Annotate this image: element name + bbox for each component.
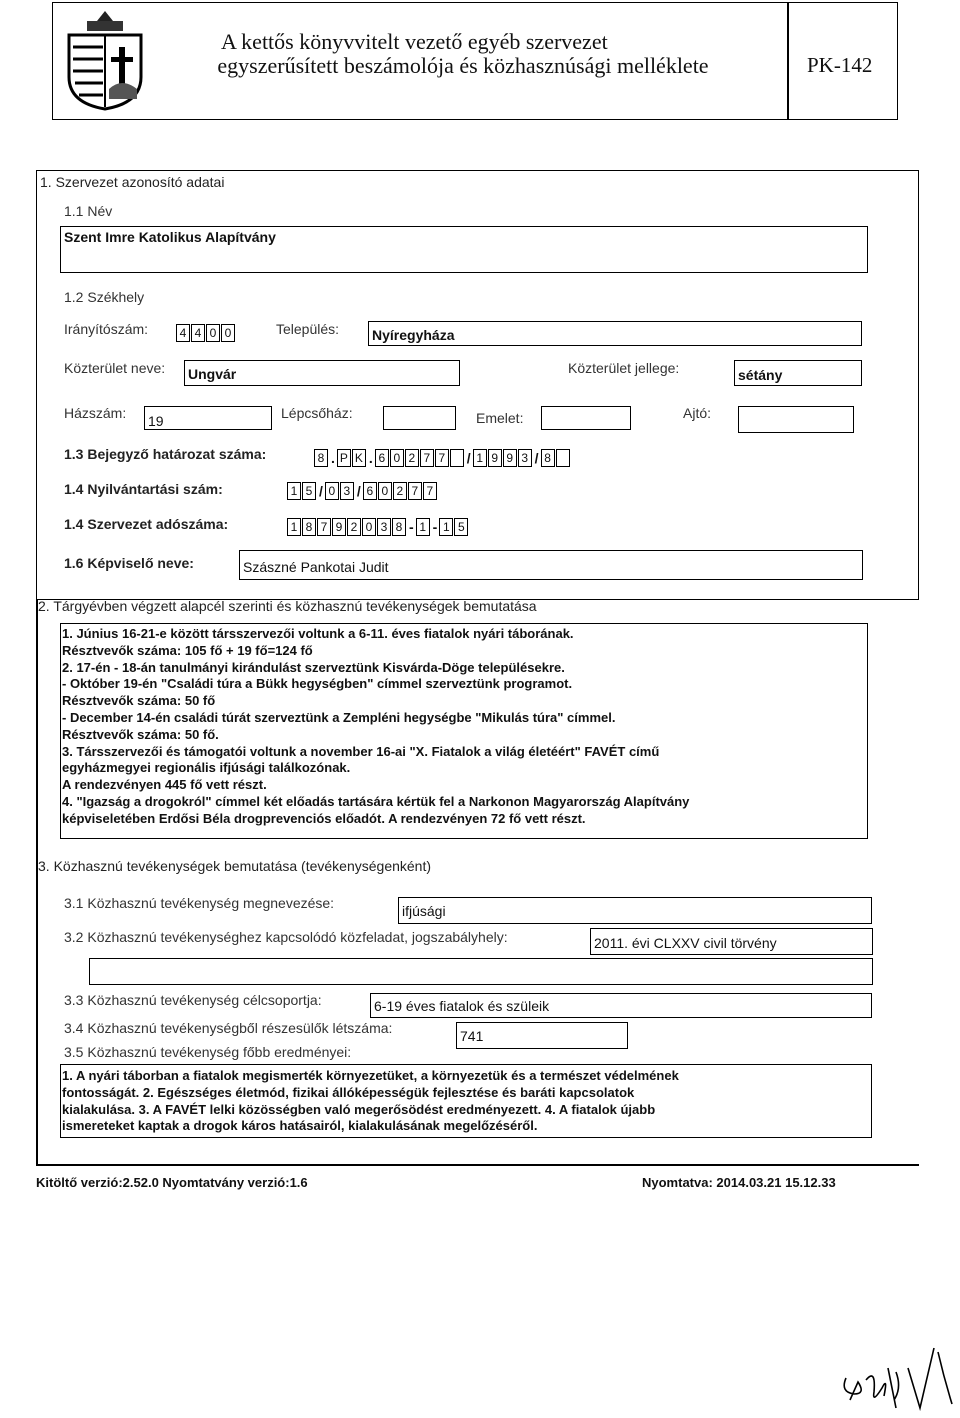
- digit-cell: 0: [221, 324, 235, 342]
- digit-cell: 0: [325, 482, 339, 500]
- street-label: Közterület neve:: [64, 360, 166, 376]
- separator: .: [331, 450, 335, 466]
- activity-line: egyházmegyei regionális ifjúsági találkozónak.: [62, 760, 351, 776]
- digit-cell: 9: [488, 449, 502, 467]
- separator: /: [534, 450, 539, 466]
- digit-cell: 1: [473, 449, 487, 467]
- digit-cell: 1: [287, 482, 301, 500]
- city-label: Település:: [276, 321, 340, 337]
- representative-label: 1.6 Képviselő neve:: [64, 555, 194, 571]
- door-field[interactable]: [738, 406, 854, 433]
- activity-line: 1. Június 16-21-e között társszervezői voltunk a 6-11. éves fiatalok nyári táborának.: [62, 626, 574, 641]
- street-type-label: Közterület jellege:: [568, 360, 680, 376]
- activity-line: 2. 17-én - 18-án tanulmányi kirándulást szerveztünk Kisvárda-Döge településekre.: [62, 659, 565, 675]
- street-type-value: sétány: [738, 367, 783, 383]
- result-line: fontosságát. 2. Egészséges életmód, fizikai állóképességük fejlesztése és baráti kapcsolatok: [62, 1084, 635, 1100]
- floor-label: Emelet:: [476, 410, 524, 426]
- result-line: kialakulása. 3. A FAVÉT lelki közösségben való megerősödést eredményezett. 4. A fiatalok újabb: [62, 1101, 656, 1117]
- digit-cell: 0: [390, 449, 404, 467]
- target-group-label: 3.3 Közhasznú tevékenység célcsoportja:: [64, 992, 322, 1008]
- target-group-value: 6-19 éves fiatalok és szüleik: [374, 998, 550, 1014]
- house-label: Házszám:: [64, 405, 127, 421]
- registry-number-field[interactable]: [287, 482, 438, 500]
- beneficiaries-value: 741: [460, 1028, 484, 1044]
- public-task-extra-field[interactable]: [89, 958, 873, 985]
- form-title-line-2: egyszerűsített beszámolója és közhasznúsági melléklete: [217, 53, 709, 78]
- footer-printed: Nyomtatva: 2014.03.21 15.12.33: [642, 1175, 836, 1190]
- city-value: Nyíregyháza: [372, 327, 455, 343]
- header: [52, 2, 898, 120]
- digit-cell: 8: [392, 518, 406, 536]
- digit-cell: 8: [541, 449, 555, 467]
- digit-cell: 0: [362, 518, 376, 536]
- result-line: 1. A nyári táborban a fiatalok megismerték környezetüket, a környezetük és a természet védelmének: [62, 1068, 679, 1083]
- footer-version: Kitöltő verzió:2.52.0 Nyomtatvány verzió:1.6: [36, 1175, 308, 1190]
- stair-label: Lépcsőház:: [281, 405, 353, 421]
- digit-cell: 3: [377, 518, 391, 536]
- digit-cell: 8: [314, 449, 328, 467]
- section-3-title: 3. Közhasznú tevékenységek bemutatása (tevékenységenként): [38, 858, 432, 874]
- coat-of-arms-icon: [57, 7, 153, 111]
- digit-cell: 4: [176, 324, 190, 342]
- digit-cell: 9: [332, 518, 346, 536]
- activity-name-value: ifjúsági: [402, 903, 446, 919]
- digit-cell: 6: [363, 482, 377, 500]
- digit-cell: 5: [454, 518, 468, 536]
- digit-cell: 3: [518, 449, 532, 467]
- public-task-value: 2011. évi CLXXV civil törvény: [594, 935, 777, 951]
- digit-cell: 4: [191, 324, 205, 342]
- door-label: Ajtó:: [683, 405, 712, 421]
- house-value: 19: [148, 413, 164, 429]
- digit-cell: 3: [340, 482, 354, 500]
- reg-decision-label: 1.3 Bejegyző határozat száma:: [64, 446, 267, 462]
- bottom-rule: [36, 1164, 919, 1166]
- activity-line: Résztvevők száma: 50 fő: [62, 693, 216, 709]
- digit-cell: 2: [405, 449, 419, 467]
- digit-cell: 5: [302, 482, 316, 500]
- reg-decision-field[interactable]: [314, 449, 571, 467]
- separator: -: [409, 519, 414, 535]
- digit-cell: 7: [317, 518, 331, 536]
- result-line: ismereteket kaptak a drogok káros hatásairól, kialakulásának megelőzéséről.: [62, 1118, 538, 1134]
- name-label: 1.1 Név: [64, 203, 113, 219]
- representative-value: Szászné Pankotai Judit: [243, 559, 389, 575]
- results-text: [62, 1068, 679, 1135]
- digit-cell: P: [337, 449, 351, 467]
- form-title-line-1: A kettős könyvvitelt vezető egyéb szervezet: [221, 29, 608, 54]
- digit-cell: [556, 449, 570, 467]
- activity-line: képviseletében Erdősi Béla drogprevenciós előadót. A rendezvényen 72 fő vett részt.: [62, 810, 586, 826]
- registry-number-label: 1.4 Nyilvántartási szám:: [64, 481, 223, 497]
- digit-cell: 1: [287, 518, 301, 536]
- signature-icon: [836, 1338, 956, 1413]
- digit-cell: 0: [378, 482, 392, 500]
- stair-field[interactable]: [383, 406, 456, 430]
- title-divider: [787, 3, 789, 119]
- separator: /: [466, 450, 471, 466]
- section-1-title: 1. Szervezet azonosító adatai: [40, 174, 225, 190]
- activity-line: 4. "Igazság a drogokról" címmel két előadás tartására kértük fel a Narkonon Magyarország Alapítvány: [62, 793, 690, 809]
- activity-line: Résztvevők száma: 105 fő + 19 fő=124 fő: [62, 642, 313, 658]
- digit-cell: 1: [439, 518, 453, 536]
- digit-cell: 7: [423, 482, 437, 500]
- floor-field[interactable]: [541, 406, 631, 430]
- street-value: Ungvár: [188, 366, 237, 382]
- separator: .: [368, 450, 373, 466]
- zip-label: Irányítószám:: [64, 321, 149, 337]
- activity-name-field[interactable]: [398, 897, 872, 924]
- digit-cell: [450, 449, 464, 467]
- separator: /: [356, 483, 361, 499]
- digit-cell: 1: [416, 518, 430, 536]
- seat-label: 1.2 Székhely: [64, 289, 145, 305]
- results-label: 3.5 Közhasznú tevékenység főbb eredményei:: [64, 1044, 352, 1060]
- digit-cell: 0: [206, 324, 220, 342]
- digit-cell: 9: [503, 449, 517, 467]
- activity-line: Résztvevők száma: 50 fő.: [62, 726, 219, 742]
- activity-line: - December 14-én családi túrát szerveztünk a Zempléni hegységbe "Mikulás túra" címmel.: [62, 709, 616, 725]
- digit-cell: 2: [347, 518, 361, 536]
- left-margin-line: [36, 600, 38, 1164]
- activity-name-label: 3.1 Közhasznú tevékenység megnevezése:: [64, 895, 335, 911]
- section-2-title: 2. Tárgyévben végzett alapcél szerinti és közhasznú tevékenységek bemutatása: [38, 598, 537, 614]
- activity-line: A rendezvényen 445 fő vett részt.: [62, 777, 267, 793]
- zip-field[interactable]: [176, 324, 236, 342]
- digit-cell: 7: [420, 449, 434, 467]
- tax-number-field[interactable]: [287, 518, 469, 536]
- separator: -: [432, 519, 438, 535]
- digit-cell: 7: [435, 449, 449, 467]
- activity-line: 3. Társszervezői és támogatói voltunk a november 16-ai "X. Fiatalok a világ életéért" FAVÉT című: [62, 743, 660, 759]
- digit-cell: 2: [393, 482, 407, 500]
- digit-cell: K: [352, 449, 366, 467]
- activities-text: [62, 626, 689, 828]
- digit-cell: 7: [408, 482, 422, 500]
- form-code: PK-142: [807, 53, 873, 77]
- beneficiaries-label: 3.4 Közhasznú tevékenységből részesülők létszáma:: [64, 1020, 393, 1036]
- activity-line: - Október 19-én "Családi túra a Bükk hegységben" címmel szerveztünk programot.: [62, 676, 573, 692]
- separator: /: [319, 483, 323, 499]
- name-value: Szent Imre Katolikus Alapítvány: [64, 229, 276, 245]
- digit-cell: 6: [375, 449, 389, 467]
- tax-number-label: 1.4 Szervezet adószáma:: [64, 516, 229, 532]
- digit-cell: 8: [302, 518, 316, 536]
- public-task-label: 3.2 Közhasznú tevékenységhez kapcsolódó közfeladat, jogszabályhely:: [64, 929, 508, 945]
